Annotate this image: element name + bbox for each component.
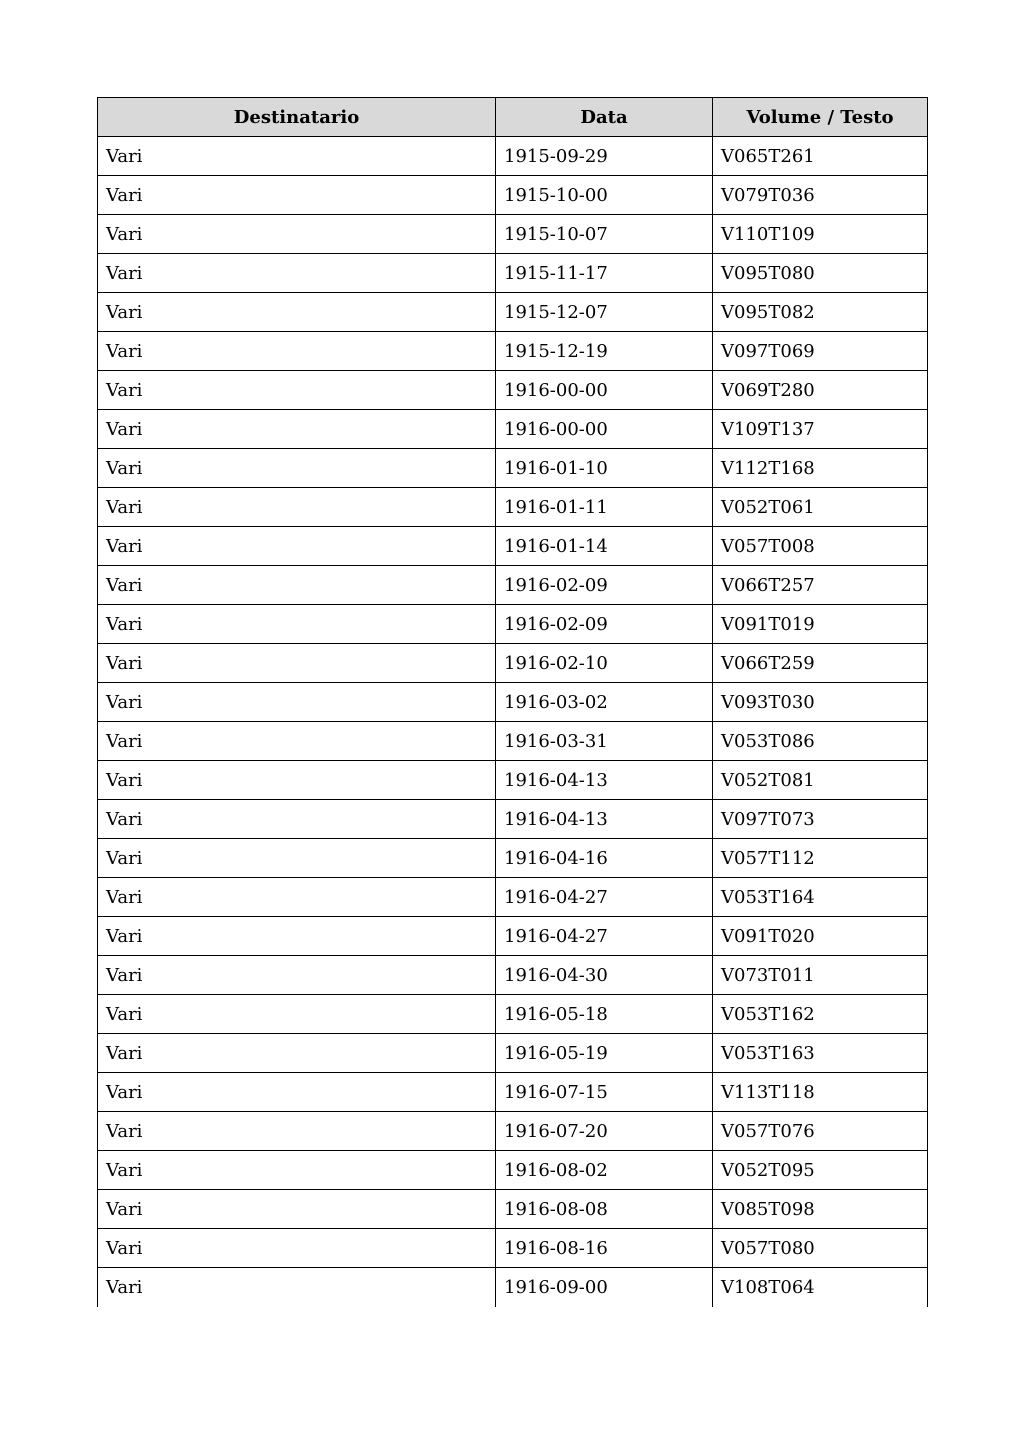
cell-data: 1916-08-08 <box>496 1190 713 1229</box>
cell-destinatario: Vari <box>98 878 496 917</box>
table-row <box>98 722 928 761</box>
cell-data: 1916-01-14 <box>496 527 713 566</box>
cell-destinatario: Vari <box>98 1229 496 1268</box>
table-row <box>98 1190 928 1229</box>
table-row <box>98 917 928 956</box>
table-row <box>98 683 928 722</box>
table-row <box>98 605 928 644</box>
table-row <box>98 1268 928 1307</box>
table-row <box>98 1073 928 1112</box>
cell-volume-testo: V093T030 <box>713 683 928 722</box>
cell-data: 1916-04-13 <box>496 761 713 800</box>
cell-data: 1916-02-09 <box>496 605 713 644</box>
cell-destinatario: Vari <box>98 254 496 293</box>
cell-volume-testo: V057T080 <box>713 1229 928 1268</box>
cell-destinatario: Vari <box>98 410 496 449</box>
cell-volume-testo: V109T137 <box>713 410 928 449</box>
table-row <box>98 332 928 371</box>
cell-data: 1916-02-09 <box>496 566 713 605</box>
table-row <box>98 293 928 332</box>
cell-volume-testo: V052T095 <box>713 1151 928 1190</box>
cell-volume-testo: V066T259 <box>713 644 928 683</box>
table-row <box>98 410 928 449</box>
table-row <box>98 956 928 995</box>
cell-destinatario: Vari <box>98 761 496 800</box>
cell-volume-testo: V053T163 <box>713 1034 928 1073</box>
cell-volume-testo: V113T118 <box>713 1073 928 1112</box>
cell-data: 1916-07-20 <box>496 1112 713 1151</box>
cell-destinatario: Vari <box>98 176 496 215</box>
cell-data: 1916-04-27 <box>496 917 713 956</box>
cell-volume-testo: V079T036 <box>713 176 928 215</box>
table-row <box>98 1112 928 1151</box>
cell-volume-testo: V052T081 <box>713 761 928 800</box>
cell-destinatario: Vari <box>98 956 496 995</box>
cell-data: 1915-12-19 <box>496 332 713 371</box>
cell-data: 1916-04-13 <box>496 800 713 839</box>
cell-data: 1916-05-19 <box>496 1034 713 1073</box>
cell-destinatario: Vari <box>98 332 496 371</box>
table-row <box>98 1034 928 1073</box>
cell-destinatario: Vari <box>98 137 496 176</box>
cell-destinatario: Vari <box>98 1268 496 1307</box>
table-row <box>98 254 928 293</box>
cell-destinatario: Vari <box>98 449 496 488</box>
cell-destinatario: Vari <box>98 371 496 410</box>
cell-destinatario: Vari <box>98 605 496 644</box>
cell-volume-testo: V053T086 <box>713 722 928 761</box>
cell-destinatario: Vari <box>98 488 496 527</box>
cell-data: 1915-12-07 <box>496 293 713 332</box>
cell-destinatario: Vari <box>98 215 496 254</box>
cell-destinatario: Vari <box>98 527 496 566</box>
table-row <box>98 488 928 527</box>
table-row <box>98 527 928 566</box>
cell-volume-testo: V065T261 <box>713 137 928 176</box>
cell-volume-testo: V057T112 <box>713 839 928 878</box>
cell-volume-testo: V057T076 <box>713 1112 928 1151</box>
cell-volume-testo: V110T109 <box>713 215 928 254</box>
cell-data: 1915-10-00 <box>496 176 713 215</box>
cell-volume-testo: V053T162 <box>713 995 928 1034</box>
cell-volume-testo: V091T019 <box>713 605 928 644</box>
table-row <box>98 449 928 488</box>
cell-destinatario: Vari <box>98 644 496 683</box>
cell-destinatario: Vari <box>98 800 496 839</box>
table-row <box>98 566 928 605</box>
cell-volume-testo: V052T061 <box>713 488 928 527</box>
table-row <box>98 800 928 839</box>
cell-volume-testo: V097T073 <box>713 800 928 839</box>
table-row <box>98 839 928 878</box>
cell-volume-testo: V069T280 <box>713 371 928 410</box>
table-row <box>98 995 928 1034</box>
cell-volume-testo: V108T064 <box>713 1268 928 1307</box>
table-row <box>98 644 928 683</box>
cell-volume-testo: V112T168 <box>713 449 928 488</box>
cell-destinatario: Vari <box>98 722 496 761</box>
cell-volume-testo: V095T080 <box>713 254 928 293</box>
header-data: Data <box>496 98 713 137</box>
cell-destinatario: Vari <box>98 995 496 1034</box>
cell-volume-testo: V097T069 <box>713 332 928 371</box>
cell-volume-testo: V095T082 <box>713 293 928 332</box>
header-row <box>98 98 928 137</box>
cell-destinatario: Vari <box>98 1190 496 1229</box>
cell-volume-testo: V066T257 <box>713 566 928 605</box>
table-header <box>98 98 928 137</box>
cell-data: 1916-01-10 <box>496 449 713 488</box>
cell-data: 1916-01-11 <box>496 488 713 527</box>
cell-data: 1915-09-29 <box>496 137 713 176</box>
cell-data: 1916-05-18 <box>496 995 713 1034</box>
table-row <box>98 1151 928 1190</box>
cell-data: 1916-07-15 <box>496 1073 713 1112</box>
table-row <box>98 176 928 215</box>
cell-data: 1916-04-16 <box>496 839 713 878</box>
cell-data: 1916-08-02 <box>496 1151 713 1190</box>
cell-destinatario: Vari <box>98 917 496 956</box>
header-volume-testo: Volume / Testo <box>713 98 928 137</box>
cell-data: 1916-04-27 <box>496 878 713 917</box>
header-destinatario: Destinatario <box>98 98 496 137</box>
cell-data: 1916-09-00 <box>496 1268 713 1307</box>
table-row <box>98 137 928 176</box>
table-row <box>98 215 928 254</box>
cell-destinatario: Vari <box>98 566 496 605</box>
table-row <box>98 878 928 917</box>
cell-destinatario: Vari <box>98 1073 496 1112</box>
cell-data: 1916-00-00 <box>496 410 713 449</box>
cell-data: 1915-11-17 <box>496 254 713 293</box>
table-row <box>98 761 928 800</box>
cell-data: 1916-00-00 <box>496 371 713 410</box>
cell-destinatario: Vari <box>98 839 496 878</box>
cell-destinatario: Vari <box>98 1112 496 1151</box>
cell-volume-testo: V091T020 <box>713 917 928 956</box>
cell-destinatario: Vari <box>98 293 496 332</box>
cell-data: 1916-03-31 <box>496 722 713 761</box>
letters-table <box>97 97 928 1307</box>
cell-data: 1916-02-10 <box>496 644 713 683</box>
cell-volume-testo: V073T011 <box>713 956 928 995</box>
cell-destinatario: Vari <box>98 1034 496 1073</box>
table-body <box>98 137 928 1307</box>
cell-data: 1916-03-02 <box>496 683 713 722</box>
cell-data: 1916-04-30 <box>496 956 713 995</box>
cell-volume-testo: V085T098 <box>713 1190 928 1229</box>
cell-data: 1915-10-07 <box>496 215 713 254</box>
cell-volume-testo: V053T164 <box>713 878 928 917</box>
table-row <box>98 1229 928 1268</box>
cell-destinatario: Vari <box>98 1151 496 1190</box>
cell-data: 1916-08-16 <box>496 1229 713 1268</box>
cell-destinatario: Vari <box>98 683 496 722</box>
cell-volume-testo: V057T008 <box>713 527 928 566</box>
table-row <box>98 371 928 410</box>
